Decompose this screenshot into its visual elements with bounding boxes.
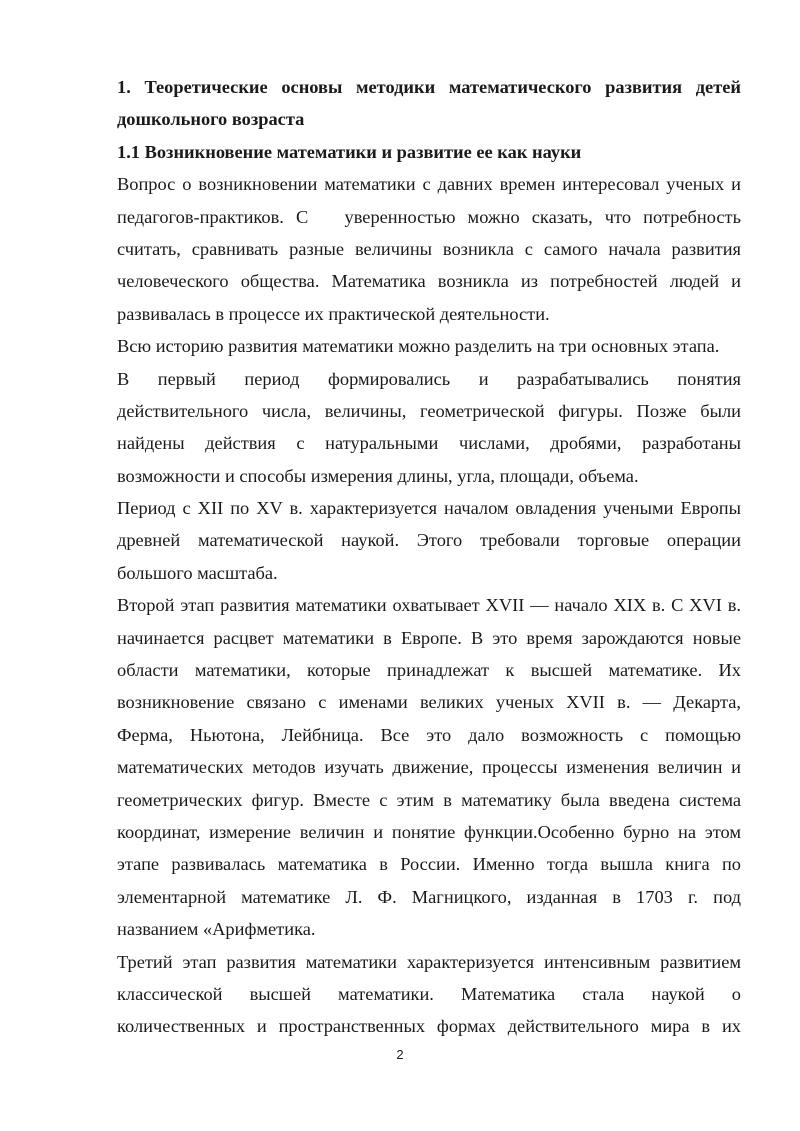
text-line: человеческого общества. Математика возникла из потребностей людей и xyxy=(117,271,741,292)
paragraph xyxy=(117,330,741,362)
section-heading: 1.1 Возникновение математики и развитие ее как науки xyxy=(117,141,582,162)
text-line: найдены действия с натуральными числами, дробями, разработаны xyxy=(117,433,741,454)
paragraph xyxy=(117,946,741,1043)
chapter-heading-line-2: дошкольного возраста xyxy=(117,109,305,130)
text-line: возможности и способы измерения длины, угла, площади, объема. xyxy=(117,465,639,486)
text-line: развивалась в процессе их практической деятельности. xyxy=(117,303,550,324)
text-line: древней математической наукой. Этого требовали торговые операции xyxy=(117,530,741,551)
text-line: большого масштаба. xyxy=(117,562,278,583)
text-line: элементарной математике Л. Ф. Магницкого, изданная в 1703 г. под xyxy=(117,886,741,907)
text-line: Вопрос о возникновении математики с давних времен интересовал ученых и xyxy=(117,174,741,195)
text-line: В первый период формировались и разрабатывались понятия xyxy=(117,368,741,389)
text-line: названием «Арифметика. xyxy=(117,919,316,940)
text-line: педагогов-практиков. С уверенностью можно сказать, что потребность xyxy=(117,206,741,227)
page-body xyxy=(117,71,741,1043)
paragraph xyxy=(117,363,741,493)
text-line: начинается расцвет математики в Европе. В это время зарождаются новые xyxy=(117,627,741,648)
page-number: 2 xyxy=(396,1047,404,1062)
text-line: Ферма, Ньютона, Лейбница. Все это дало возможность с помощью xyxy=(117,724,741,745)
text-line: возникновение связано с именами великих ученых XVII в. — Декарта, xyxy=(117,692,741,713)
paragraph xyxy=(117,168,741,330)
text-line: этапе развивалась математика в России. Именно тогда вышла книга по xyxy=(117,854,741,875)
text-line: Период с XII по XV в. характеризуется началом овладения учеными Европы xyxy=(117,498,741,519)
text-line: Третий этап развития математики характеризуется интенсивным развитием xyxy=(117,951,741,972)
paragraph xyxy=(117,589,741,945)
text-line: Второй этап развития математики охватывает XVII — начало XIX в. С XVI в. xyxy=(117,595,741,616)
text-line: области математики, которые принадлежат к высшей математике. Их xyxy=(117,660,741,681)
text-line: действительного числа, величины, геометрической фигуры. Позже были xyxy=(117,400,741,421)
chapter-heading-line-1: 1. Теоретические основы методики математического развития детей xyxy=(117,77,741,97)
text-line: классической высшей математики. Математика стала наукой о xyxy=(117,983,741,1004)
text-line: математических методов изучать движение, процессы изменения величин и xyxy=(117,757,741,778)
text-line: количественных и пространственных формах действительного мира в их xyxy=(117,1016,741,1037)
paragraph xyxy=(117,492,741,589)
text-line: считать, сравнивать разные величины возникла с самого начала развития xyxy=(117,238,741,259)
text-line: геометрических фигур. Вместе с этим в математику была введена система xyxy=(117,789,741,810)
text-line: Всю историю развития математики можно разделить на три основных этапа. xyxy=(117,336,720,357)
text-line: координат, измерение величин и понятие функции.Особенно бурно на этом xyxy=(117,821,741,842)
